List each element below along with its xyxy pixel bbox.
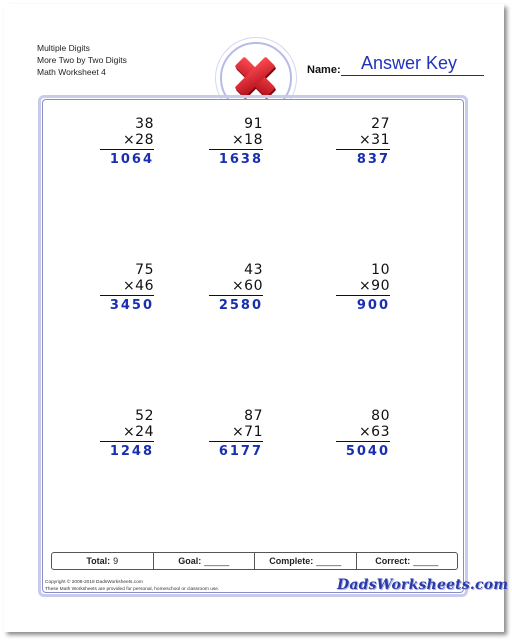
problem-bottom: ×63	[358, 424, 390, 440]
problem-answer: 900	[356, 298, 390, 313]
correct-label: Correct:	[375, 556, 411, 566]
problem-bottom: ×71	[231, 424, 263, 440]
problem-top: 27	[371, 116, 390, 132]
problem-answer: 837	[356, 152, 390, 167]
problem-answer: 2580	[218, 298, 263, 313]
problem-answer: 5040	[345, 444, 390, 459]
complete-cell	[254, 553, 356, 569]
problem-bottom: ×31	[358, 132, 390, 148]
problems-area	[42, 99, 464, 593]
problem-top: 80	[371, 408, 390, 424]
problem-answer: 3450	[109, 298, 154, 313]
name-value: Answer Key	[360, 53, 458, 73]
dadsworksheets-logo[interactable]: DadsWorksheets.com	[337, 577, 509, 593]
header-line-1: Multiple Digits	[37, 43, 90, 53]
problem-answer: 1248	[109, 444, 154, 459]
problem-2	[183, 116, 263, 167]
correct-cell	[356, 553, 458, 569]
answer-line	[209, 441, 263, 442]
header-line-3: Math Worksheet 4	[37, 67, 106, 77]
header-line-2: More Two by Two Digits	[37, 55, 127, 65]
answer-line	[209, 295, 263, 296]
answer-line	[336, 441, 390, 442]
goal-value: _____	[204, 556, 230, 566]
problem-1	[74, 116, 154, 167]
complete-label: Complete:	[269, 556, 314, 566]
problem-bottom: ×24	[122, 424, 154, 440]
complete-value: _____	[316, 556, 342, 566]
total-value: 9	[113, 556, 119, 566]
problem-3	[310, 116, 390, 167]
problem-answer: 1064	[109, 152, 154, 167]
problem-top: 91	[244, 116, 263, 132]
answer-line	[100, 149, 154, 150]
problem-bottom: ×46	[122, 278, 154, 294]
problem-7	[74, 408, 154, 459]
footer	[45, 580, 219, 593]
correct-value: _____	[413, 556, 439, 566]
problem-top: 10	[371, 262, 390, 278]
answer-line	[336, 149, 390, 150]
usage-note: These Math Worksheets are provided for personal, homeschool or classroom use.	[45, 586, 220, 592]
answer-line	[336, 295, 390, 296]
name-underline	[341, 75, 484, 76]
goal-label: Goal:	[178, 556, 202, 566]
problem-8	[183, 408, 263, 459]
problem-9	[310, 408, 390, 459]
problem-bottom: ×28	[122, 132, 154, 148]
worksheet-header	[37, 42, 127, 78]
problem-answer: 6177	[218, 444, 263, 459]
problem-4	[74, 262, 154, 313]
answer-line	[100, 441, 154, 442]
problem-top: 75	[135, 262, 154, 278]
problem-6	[310, 262, 390, 313]
total-cell	[52, 553, 153, 569]
answer-line	[100, 295, 154, 296]
goal-cell	[153, 553, 255, 569]
problem-top: 52	[135, 408, 154, 424]
total-label: Total:	[86, 556, 111, 566]
problem-top: 87	[244, 408, 263, 424]
name-label: Name:	[307, 64, 341, 76]
problem-top: 38	[135, 116, 154, 132]
problem-top: 43	[244, 262, 263, 278]
copyright-text: Copyright © 2008-2018 DadsWorksheets.com	[45, 580, 143, 585]
problem-bottom: ×18	[231, 132, 263, 148]
problem-5	[183, 262, 263, 313]
problem-answer: 1638	[218, 152, 263, 167]
score-bar	[51, 552, 458, 570]
problem-bottom: ×60	[231, 278, 263, 294]
problem-bottom: ×90	[358, 278, 390, 294]
answer-line	[209, 149, 263, 150]
